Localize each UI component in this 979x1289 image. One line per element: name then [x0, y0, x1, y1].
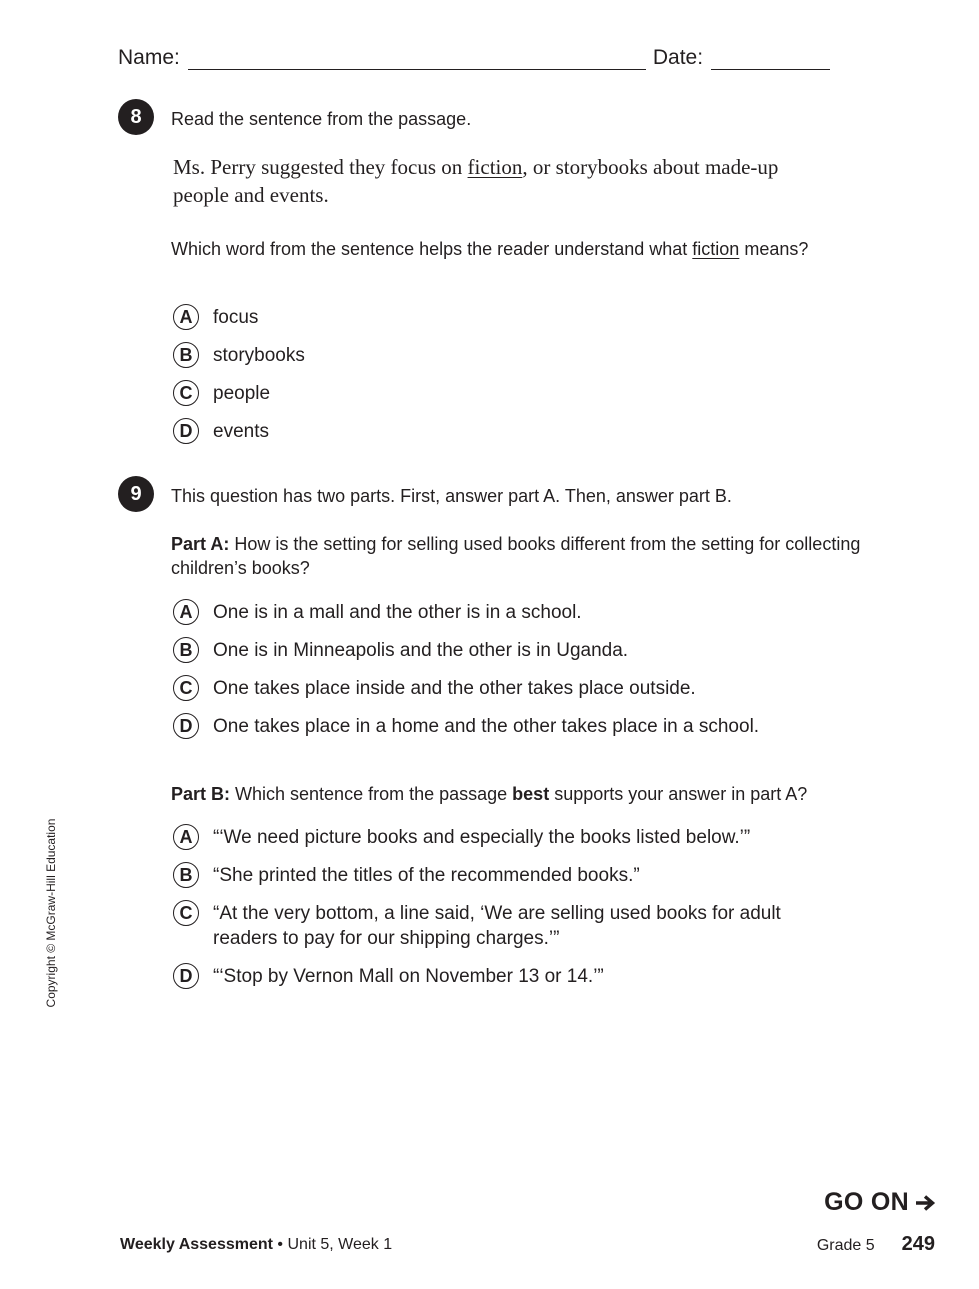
answer-bubble[interactable]: B — [173, 342, 199, 368]
answer-bubble[interactable]: B — [173, 862, 199, 888]
answer-bubble[interactable]: B — [173, 637, 199, 663]
part-b-question — [171, 782, 891, 806]
question-8-prompt: Read the sentence from the passage. — [171, 109, 472, 129]
question-9-intro: This question has two parts. First, answer part A. Then, answer part B. — [171, 486, 732, 506]
go-on-label: GO ON — [824, 1188, 909, 1216]
passage-after: , or storybooks about made-up people and events. — [173, 155, 779, 207]
option-text: One is in Minneapolis and the other is in Uganda. — [213, 640, 629, 661]
question-8-before: Which word from the sentence helps the reader understand what — [171, 239, 693, 259]
name-date-header — [118, 46, 837, 70]
q8-option-c[interactable] — [173, 381, 270, 406]
option-text: One takes place in a home and the other takes place in a school. — [213, 716, 760, 737]
question-9-number: 9 — [118, 476, 154, 512]
answer-bubble[interactable]: C — [173, 675, 199, 701]
name-label: Name: — [118, 46, 180, 69]
part-b-emphasis: best — [512, 784, 550, 804]
page-number: 249 — [901, 1233, 935, 1255]
answer-bubble[interactable]: D — [173, 713, 199, 739]
answer-bubble[interactable]: C — [173, 900, 199, 926]
right-arrow-icon — [914, 1194, 936, 1212]
question-8-number: 8 — [118, 99, 154, 135]
option-text: “At the very bottom, a line said, ‘We are selling used books for adult readers to pay for our shipping charges.’” — [213, 903, 781, 949]
q8-option-b[interactable] — [173, 343, 305, 368]
footer-page-info — [817, 1233, 935, 1256]
part-a-label: Part A: — [171, 534, 230, 554]
question-8-question — [171, 237, 861, 261]
q8-option-d[interactable] — [173, 419, 269, 444]
name-field[interactable] — [188, 47, 646, 70]
option-text: “She printed the titles of the recommended books.” — [213, 865, 640, 886]
part-b-label: Part B: — [171, 784, 231, 804]
footer-assessment-title: Weekly Assessment — [120, 1236, 273, 1253]
question-8-term-fiction: fiction — [692, 239, 740, 259]
answer-bubble[interactable]: D — [173, 963, 199, 989]
option-text: storybooks — [213, 345, 305, 366]
option-text: events — [213, 421, 269, 442]
question-8-after: means? — [739, 239, 809, 259]
option-text: focus — [213, 307, 259, 328]
part-b-option-a[interactable] — [173, 825, 750, 850]
option-text: One takes place inside and the other takes place outside. — [213, 678, 696, 699]
passage-term-fiction: fiction — [467, 155, 523, 179]
option-text: One is in a mall and the other is in a school. — [213, 602, 582, 623]
go-on-indicator — [824, 1188, 936, 1217]
part-b-after: supports your answer in part A? — [549, 784, 808, 804]
footer-assessment-info — [120, 1236, 392, 1254]
option-text: “‘We need picture books and especially the books listed below.’” — [213, 827, 751, 848]
part-a-option-b[interactable] — [173, 638, 628, 663]
answer-bubble[interactable]: A — [173, 304, 199, 330]
date-field[interactable] — [711, 47, 830, 70]
part-b-option-c[interactable] — [173, 901, 833, 951]
part-a-option-c[interactable] — [173, 676, 696, 701]
option-text: people — [213, 383, 271, 404]
date-label: Date: — [652, 46, 704, 69]
q8-option-a[interactable] — [173, 305, 258, 330]
footer-grade: Grade 5 — [816, 1237, 875, 1254]
answer-bubble[interactable]: A — [173, 824, 199, 850]
passage-before: Ms. Perry suggested they focus on — [173, 155, 468, 179]
footer-unit: Unit 5, Week 1 — [287, 1236, 393, 1253]
part-a-text: How is the setting for selling used books different from the setting for collecting children’s books? — [171, 534, 861, 578]
copyright-notice: Copyright © McGraw-Hill Education — [44, 818, 58, 1008]
option-text: “‘Stop by Vernon Mall on November 13 or 14.’” — [213, 966, 604, 987]
part-a-option-a[interactable] — [173, 600, 582, 625]
answer-bubble[interactable]: C — [173, 380, 199, 406]
part-a-question — [171, 532, 861, 580]
footer-separator: • — [272, 1236, 288, 1253]
part-a-option-d[interactable] — [173, 714, 759, 739]
answer-bubble[interactable]: A — [173, 599, 199, 625]
part-b-before: Which sentence from the passage — [230, 784, 513, 804]
part-b-option-b[interactable] — [173, 863, 640, 888]
part-b-option-d[interactable] — [173, 964, 604, 989]
question-8-passage — [173, 153, 833, 209]
answer-bubble[interactable]: D — [173, 418, 199, 444]
